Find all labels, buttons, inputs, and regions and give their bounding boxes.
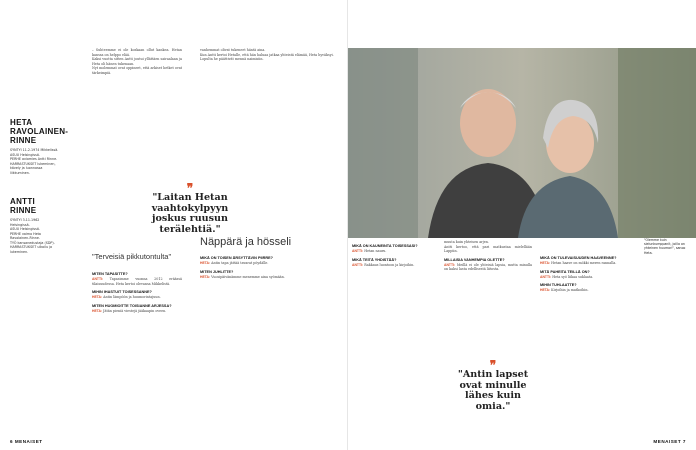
qa-answer-text: Jätän pieniä viestejä jääkaapin oveen. <box>103 308 167 313</box>
photo-caption: "Olemme kuin sielunkumppanit, joilla on yhteinen huumori", sanoo Heta. <box>644 238 686 255</box>
page-footer-right: MENAISET 7 <box>653 439 686 444</box>
person1-fact: HARRASTUKSET lukeminen, <box>10 161 56 166</box>
person2-facts <box>10 218 60 254</box>
qa-answer <box>444 263 532 272</box>
person2-fact: HARRASTUKSET ulkoilu ja lukeminen. <box>10 245 53 254</box>
qa-lead: HETA: <box>540 261 551 265</box>
qa-answer <box>352 249 434 254</box>
qa-answer <box>540 261 638 266</box>
qa-answer-text: Kirjoihin ja matkoihin. <box>551 288 589 293</box>
qa-answer <box>540 288 638 293</box>
page-footer-left: 6 MENAISET <box>10 439 43 444</box>
body-paragraph: Kun Antti kertoi Hetalle, että hän haluaa jatkaa yhteistä elämää, Heta hyväksyi. <box>200 52 334 57</box>
qa-answer <box>352 263 434 268</box>
qa-question: MILLAISIA VANHEMPIA OLETTE? <box>444 257 505 262</box>
qa-lead: ANTTI: <box>540 274 552 279</box>
couple-photo-illustration <box>348 48 696 238</box>
qa-answer <box>92 309 182 314</box>
body-paragraph: muuta kuin yhteisen arjen. <box>444 240 489 244</box>
person2-fact: SYNTYI 3.11.1962 Helsingissä. <box>10 218 40 227</box>
person1-name: HETA RAVOLAINEN- RINNE <box>10 118 69 145</box>
qa-question: MITÄ PAHEITA TEILLÄ ON? <box>540 269 590 274</box>
person2-fact: PERHE vaimo Heta Ravolainen-Rinne. <box>10 231 41 240</box>
qa-answer-text: Rakkaus luontoon ja kirjoihin. <box>364 262 415 267</box>
qa-lead: HETA: <box>92 308 103 313</box>
qa-answer <box>92 295 182 300</box>
qa-answer-text: Tapasimme vuonna 2012 eräässä tilaisuudessa. Heta kertoi olevansa Mikkelistä. <box>92 277 182 286</box>
qa-lead: ANTTI: <box>352 249 364 253</box>
pull-quote-text: "Laitan Hetan vaahtokylpyyn joskus ruusun terälehtiä." <box>151 192 229 235</box>
body-paragraph: Lopulta he päättivät mennä naimisiin. <box>200 57 264 62</box>
qa-lead: ANTTI: <box>444 262 456 267</box>
quote-mark-icon: ❞ <box>489 358 497 372</box>
qa-answer-text: Hetan haave on mökki meren rannalla. <box>551 261 617 265</box>
pull-quote-left <box>140 183 240 235</box>
quote-mark-icon: ❞ <box>186 181 194 195</box>
left-column-1 <box>92 48 182 76</box>
qa-answer <box>92 277 182 286</box>
qa-question: MITEN HUOMIOITTE TOISIANNE ARJESSA? <box>92 303 172 308</box>
qa-question: MIKÄ ON TOISEN ÄRSYTTÄVIN PIIRRE? <box>200 256 273 260</box>
qa-question: MITEN JUHLITTE? <box>200 269 234 274</box>
person1-fact: ASUU Helsingissä. <box>10 152 40 157</box>
qa-question: MIKÄ ON TULEVAISUUDEN HAAVEENNE? <box>540 256 617 260</box>
qa-answer <box>540 275 638 280</box>
qa-question: MIKÄ ON KAUNEINTA TOISESSASI? <box>352 244 418 248</box>
qa-question: MIKÄ TEITÄ YHDISTÄÄ? <box>352 257 397 262</box>
body-paragraph: vanhemmat olivat tukeneet häntä aina. <box>200 48 266 52</box>
right-column-3 <box>540 252 638 293</box>
qa-lead: ANTTI: <box>352 262 364 267</box>
person1-facts <box>10 148 60 175</box>
pull-quote-right <box>453 360 533 412</box>
qa-answer-text: Heta syö liikaa suklaata. <box>552 274 594 279</box>
qa-answer-text: Vuosipäivänämme menemme aina syömään. <box>211 274 285 279</box>
qa-answer-text: Hetan nauru. <box>364 249 387 253</box>
qa-lead: ANTTI: <box>92 277 104 281</box>
right-page <box>348 0 696 450</box>
qa-answer-text: Antin lämpöön ja huumorintajuun. <box>103 295 161 300</box>
body-paragraph: – Suhteemme ei ole koskaan ollut kankea. Hetan kanssa on helppo elää. <box>92 48 182 57</box>
body-paragraph: Nyt molemmat ovat oppineet, että arkiset hetket ovat tärkeimpiä. <box>92 66 182 75</box>
person1-fact: PERHE aviomies Antti Rinne. <box>10 157 58 161</box>
body-paragraph: Antti kertoo, että pari matkustaa mielellään Lappiin. <box>444 244 532 254</box>
sidebar-fact-boxes <box>10 118 69 254</box>
qa-answer <box>200 275 340 280</box>
section-heading: Näppärä ja hösseli <box>200 236 292 248</box>
person2-name: ANTTI RINNE <box>10 197 37 215</box>
qa-question: MITEN TAPASITTE? <box>92 272 128 276</box>
qa-lead: HETA: <box>200 274 211 279</box>
qa-answer-text: Antin tapa jättää tavarat pöydälle. <box>211 261 269 265</box>
person2-fact: TYÖ kansanedustaja (SDP). <box>10 240 55 245</box>
qa-lead: HETA: <box>92 295 103 300</box>
left-qa-list-2 <box>200 252 340 279</box>
right-column-2 <box>444 240 532 272</box>
qa-question: MIHIN TUHLAATTE? <box>540 283 577 288</box>
qa-answer-text: Meillä ei ole yhteisiä lapsia, mutta minulla on kaksi lasta edellisestä liitosta. <box>444 262 532 272</box>
right-column-1 <box>352 240 434 267</box>
person2-fact: ASUU Helsingissä. <box>10 227 40 231</box>
left-column-2 <box>200 48 340 62</box>
couple-photo <box>348 48 696 238</box>
pull-quote-text: "Antin lapset ovat minulle lähes kuin omia." <box>457 369 529 412</box>
qa-answer <box>200 261 340 266</box>
body-paragraph: Kaksi vuotta sitten Antti joutui yllättäen sairaalaan ja Heta oli hänen tukenaan. <box>92 57 182 66</box>
subheading-left: "Terveisiä pikkutontulta" <box>92 252 172 261</box>
person1-fact: SYNTYI 11.2.1974 Mikkelissä. <box>10 148 59 152</box>
qa-lead: HETA: <box>540 288 551 293</box>
qa-lead: HETA: <box>200 261 211 265</box>
person1-fact: kävely ja luonnossa liikkuminen. <box>10 166 43 175</box>
left-qa-list <box>92 268 182 313</box>
qa-question: MIHIN IHASTUIT TOISESSANNE? <box>92 290 152 295</box>
